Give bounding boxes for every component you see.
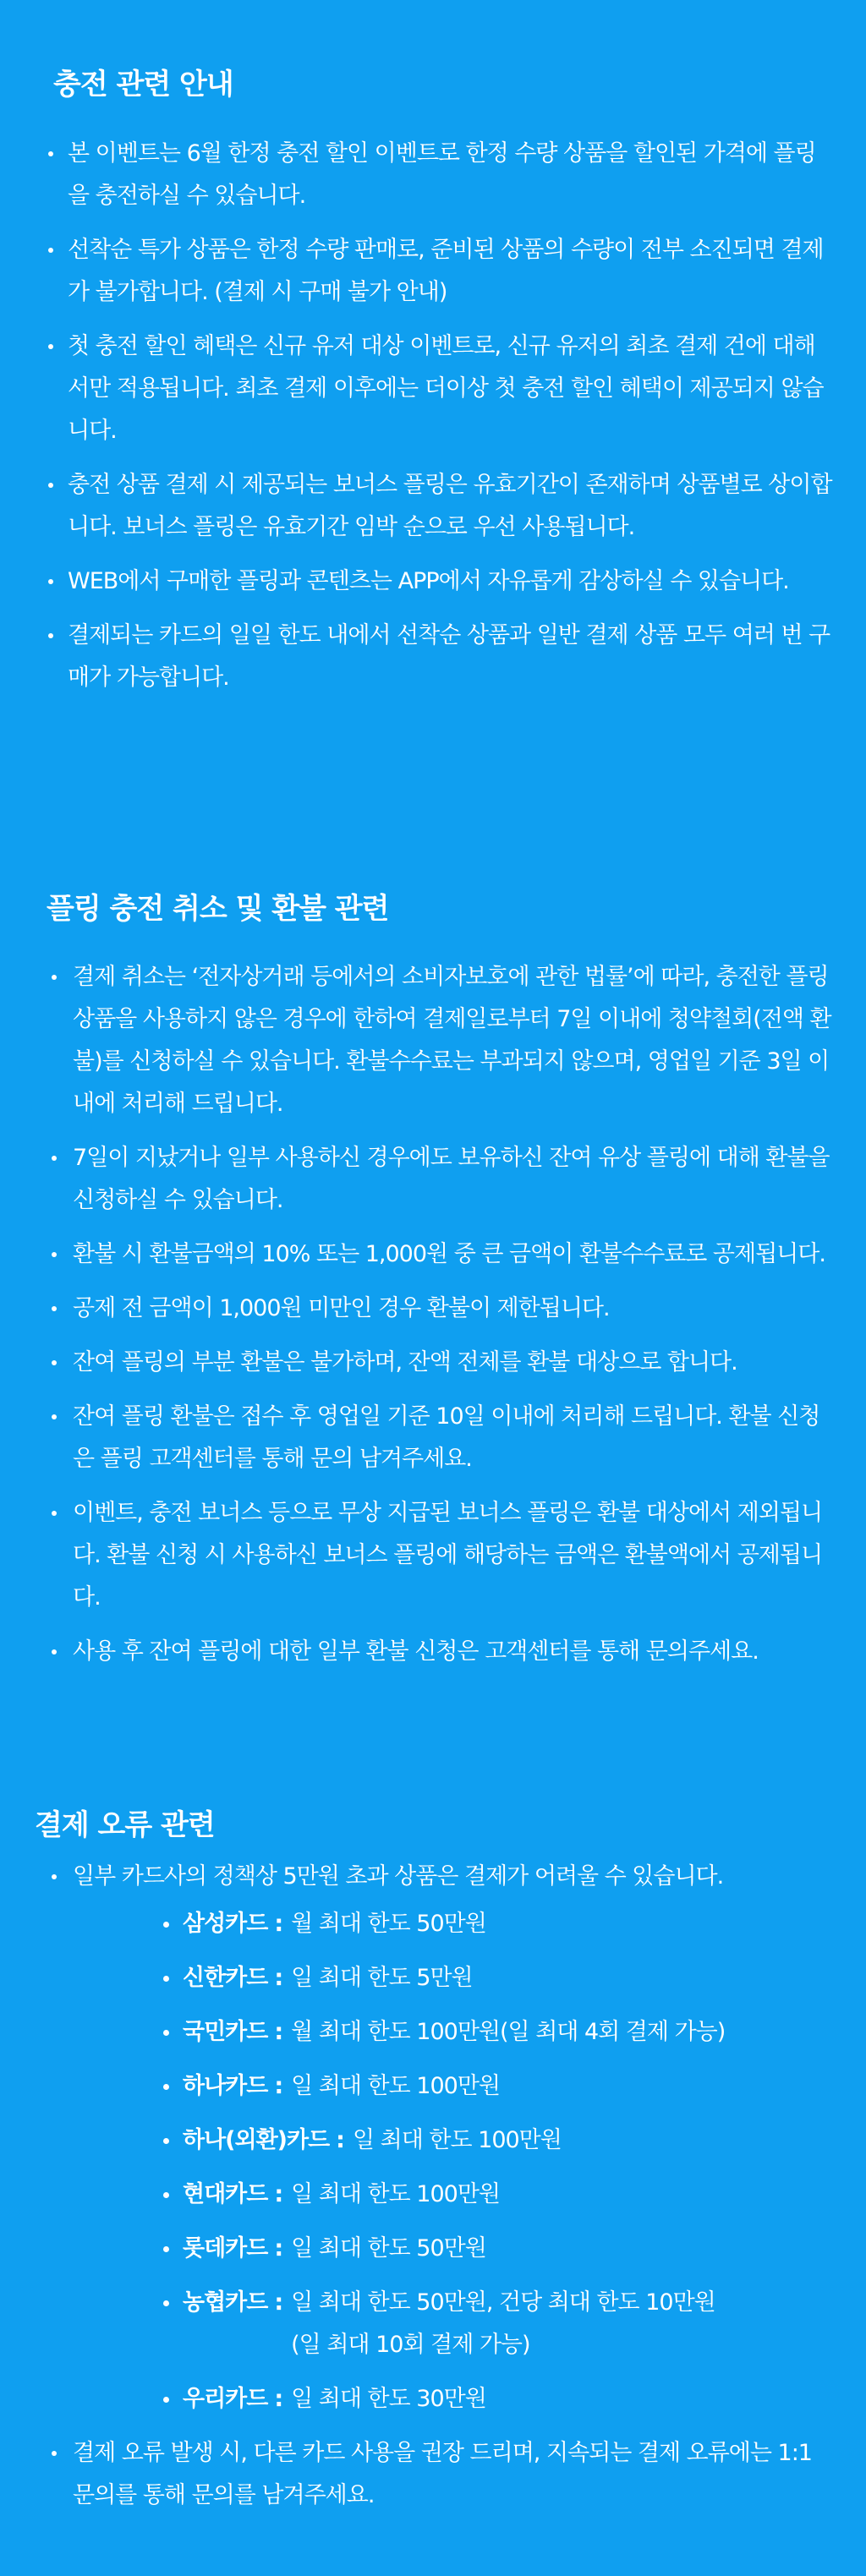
list-item: 잔여 플링의 부분 환불은 불가하며, 잔액 전체를 환불 대상으로 합니다. xyxy=(0,1342,866,1384)
card-name: 삼성카드 xyxy=(183,1911,268,1937)
card-separator: : xyxy=(274,2235,283,2262)
card-limit-line: 일 최대 한도 100만원 xyxy=(352,2127,562,2153)
card-limit-line: 일 최대 한도 100만원 xyxy=(291,2073,500,2099)
list-item: 7일이 지났거나 일부 사용하신 경우에도 보유하신 잔여 유상 플링에 대해 환불을 신청하실 수 있습니다. xyxy=(0,1137,866,1222)
list-item: 본 이벤트는 6월 한정 충전 할인 이벤트로 한정 수량 상품을 할인된 가격에 플링을 충전하실 수 있습니다. xyxy=(0,133,866,217)
card-separator: : xyxy=(274,2019,283,2045)
card-name: 현대카드 xyxy=(183,2181,268,2207)
card-separator: : xyxy=(336,2127,344,2153)
card-limit-item xyxy=(73,2378,832,2420)
card-separator: : xyxy=(274,2181,283,2207)
card-limit-item xyxy=(73,2011,832,2054)
list-item: 결제 취소는 ‘전자상거래 등에서의 소비자보호에 관한 법률’에 따라, 충전한 플링 상품을 사용하지 않은 경우에 한하여 결제일로부터 7일 이내에 청약철회(전액 환불)를 신청하실 수 있습니다. 환불수수료는 부과되지 않으며, 영업일 기준 3일 이내에 처리해 드립니다. xyxy=(0,956,866,1125)
card-limit-line: 일 최대 한도 100만원 xyxy=(291,2181,500,2207)
card-separator: : xyxy=(274,2073,283,2099)
card-name: 우리카드 xyxy=(183,2386,268,2412)
payment-error-intro xyxy=(0,1856,866,2420)
list-item: 첫 충전 할인 혜택은 신규 유저 대상 이벤트로, 신규 유저의 최초 결제 건에 대해서만 적용됩니다. 최초 결제 이후에는 더이상 첫 충전 할인 혜택이 제공되지 않습니다. xyxy=(0,325,866,452)
card-limit-item xyxy=(73,2174,832,2216)
list-item: 선착순 특가 상품은 한정 수량 판매로, 준비된 상품의 수량이 전부 소진되면 결제가 불가합니다. (결제 시 구매 불가 안내) xyxy=(0,229,866,314)
card-separator: : xyxy=(274,2289,283,2316)
card-limit-line: 일 최대 한도 5만원 xyxy=(291,1965,473,1991)
list-item: 사용 후 잔여 플링에 대한 일부 환불 신청은 고객센터를 통해 문의주세요. xyxy=(0,1631,866,1673)
card-name: 농협카드 xyxy=(183,2289,268,2316)
card-limit-line: 일 최대 한도 30만원 xyxy=(291,2386,486,2412)
list-item: 환불 시 환불금액의 10% 또는 1,000원 중 큰 금액이 환불수수료로 공제됩니다. xyxy=(0,1233,866,1276)
refund-section xyxy=(0,890,866,1685)
card-limit-line: 월 최대 한도 100만원(일 최대 4회 결제 가능) xyxy=(291,2019,726,2045)
card-name: 국민카드 xyxy=(183,2019,268,2045)
list-item: 공제 전 금액이 1,000원 미만인 경우 환불이 제한됩니다. xyxy=(0,1288,866,1330)
card-limit-item xyxy=(73,2282,832,2366)
list-item: WEB에서 구매한 플링과 콘텐츠는 APP에서 자유롭게 감상하실 수 있습니다. xyxy=(0,561,866,603)
card-limit-list xyxy=(73,1903,832,2420)
card-name: 롯데카드 xyxy=(183,2235,268,2262)
card-separator: : xyxy=(274,1911,283,1937)
list-item: 결제되는 카드의 일일 한도 내에서 선착순 상품과 일반 결제 상품 모두 여러 번 구매가 가능합니다. xyxy=(0,615,866,699)
charge-notice-title: 충전 관련 안내 xyxy=(53,68,233,101)
card-limit xyxy=(291,2011,725,2054)
card-limit xyxy=(291,2282,715,2366)
card-limit-line: 월 최대 한도 50만원 xyxy=(291,1911,486,1937)
card-limit xyxy=(291,2065,500,2108)
charge-notice-list xyxy=(0,133,866,699)
card-limit-item xyxy=(73,1903,832,1945)
card-limit xyxy=(291,2378,486,2420)
card-limit-line: 일 최대 한도 50만원 xyxy=(291,2235,486,2262)
card-limit-line: 일 최대 한도 50만원, 건당 최대 한도 10만원 xyxy=(291,2289,715,2316)
list-item: 이벤트, 충전 보너스 등으로 무상 지급된 보너스 플링은 환불 대상에서 제외됩니다. 환불 신청 시 사용하신 보너스 플링에 해당하는 금액은 환불액에서 공제됩니다. xyxy=(0,1492,866,1619)
payment-error-outro: 결제 오류 발생 시, 다른 카드 사용을 권장 드리며, 지속되는 결제 오류에는 1:1 문의를 통해 문의를 남겨주세요. xyxy=(0,2432,866,2517)
card-limit-item xyxy=(73,2228,832,2270)
card-limit-item xyxy=(73,2119,832,2162)
payment-error-list xyxy=(0,1856,866,2517)
payment-error-title: 결제 오류 관련 xyxy=(35,1808,215,1842)
card-limit-line: (일 최대 10회 결제 가능) xyxy=(291,2332,530,2358)
list-item: 잔여 플링 환불은 접수 후 영업일 기준 10일 이내에 처리해 드립니다. 환불 신청은 플링 고객센터를 통해 문의 남겨주세요. xyxy=(0,1396,866,1480)
card-name: 하나카드 xyxy=(183,2073,268,2099)
card-limit xyxy=(291,1903,486,1945)
charge-notice-section xyxy=(0,66,866,711)
intro-text: 일부 카드사의 정책상 5만원 초과 상품은 결제가 어려울 수 있습니다. xyxy=(73,1863,724,1890)
payment-error-section xyxy=(0,1807,866,2525)
card-limit xyxy=(353,2119,562,2162)
refund-list xyxy=(0,956,866,1673)
list-item: 충전 상품 결제 시 제공되는 보너스 플링은 유효기간이 존재하며 상품별로 상이합니다. 보너스 플링은 유효기간 임박 순으로 우선 사용됩니다. xyxy=(0,464,866,549)
card-separator: : xyxy=(274,2386,283,2412)
card-limit xyxy=(291,1957,473,1999)
card-limit xyxy=(291,2228,486,2270)
refund-title: 플링 충전 취소 및 환불 관련 xyxy=(47,892,389,926)
card-limit xyxy=(291,2174,500,2216)
card-name: 신한카드 xyxy=(183,1965,268,1991)
card-limit-item xyxy=(73,2065,832,2108)
card-separator: : xyxy=(274,1965,283,1991)
card-name: 하나(외환)카드 xyxy=(183,2127,330,2153)
card-limit-item xyxy=(73,1957,832,1999)
